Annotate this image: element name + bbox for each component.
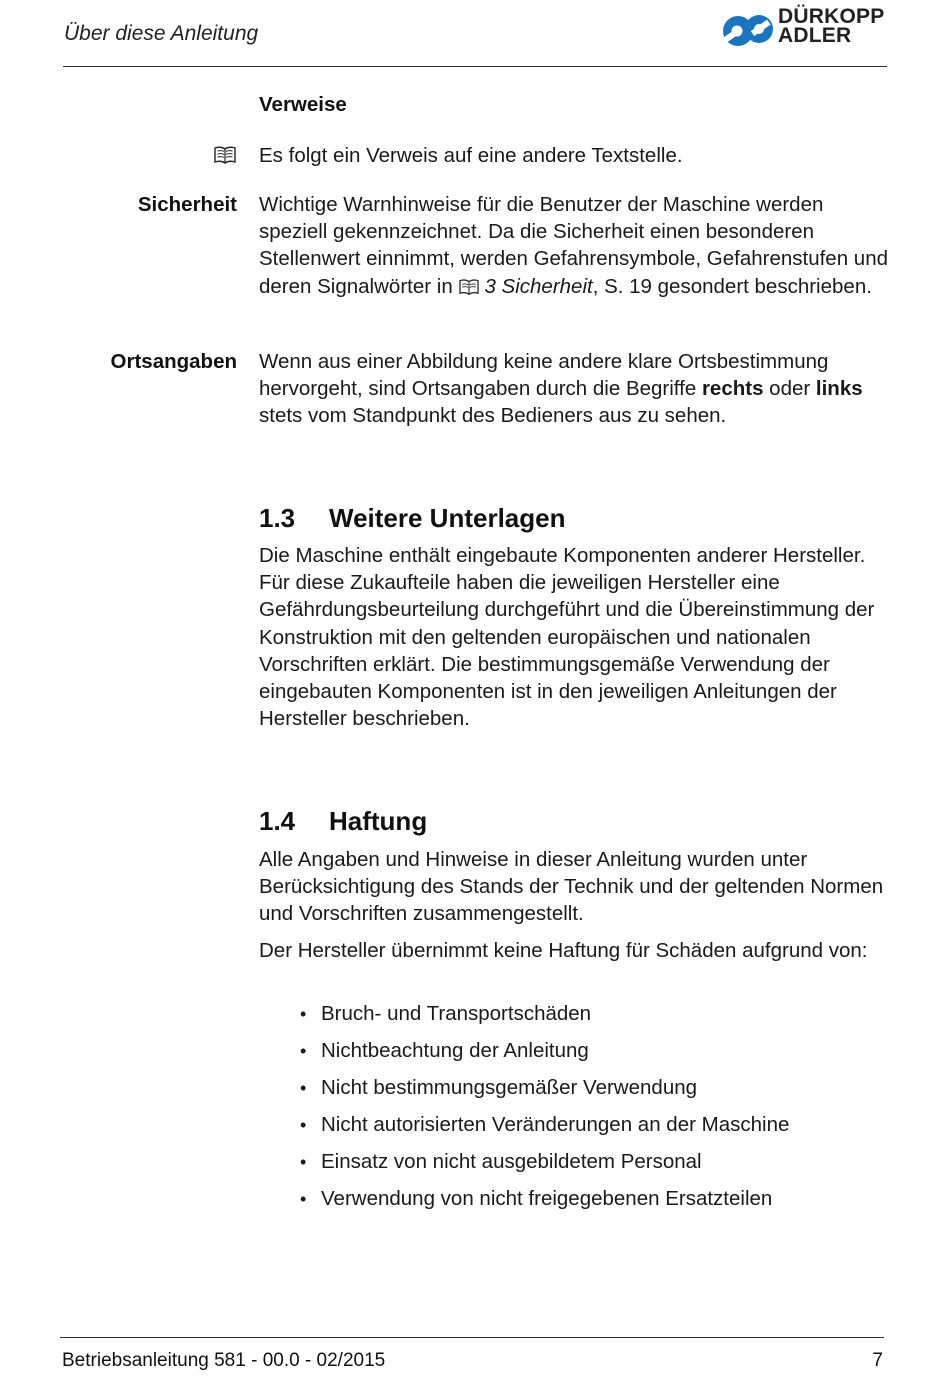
page-number: 7: [872, 1350, 883, 1371]
section-1-4-number: 1.4: [259, 806, 296, 836]
duerkopp-adler-logo: [722, 6, 892, 52]
footer-document-reference: Betriebsanleitung 581 - 00.0 - 02/2015: [62, 1350, 386, 1371]
logo-mark-icon: [722, 8, 774, 50]
logo-line-2: ADLER: [778, 24, 852, 47]
location-label: Ortsangaben: [110, 350, 237, 373]
book-icon: [458, 276, 480, 303]
list-item: • Nicht autorisierten Veränderungen an der Maschine: [300, 1111, 789, 1148]
book-icon: [213, 145, 237, 170]
safety-cross-reference-link[interactable]: 3 Sicherheit: [484, 274, 593, 298]
list-item: • Einsatz von nicht ausgebildetem Personal: [300, 1148, 789, 1185]
location-text-part2: stets vom Standpunkt des Bedieners aus zu sehen.: [259, 404, 727, 428]
references-heading: Verweise: [259, 93, 347, 116]
list-item: • Nichtbeachtung der Anleitung: [300, 1037, 789, 1074]
section-1-3-number: 1.3: [259, 503, 296, 533]
location-term-left: links: [815, 377, 863, 401]
section-1-4-title: Haftung: [329, 806, 428, 836]
references-text: Es folgt ein Verweis auf eine andere Textstelle.: [259, 144, 683, 167]
list-item: • Bruch- und Transportschäden: [300, 1000, 789, 1037]
list-item: • Nicht bestimmungsgemäßer Verwendung: [300, 1074, 789, 1111]
section-1-4-paragraph-2: Der Hersteller übernimmt keine Haftung für Schäden aufgrund von:: [259, 939, 868, 962]
section-1-3-text: Die Maschine enthält eingebaute Komponenten anderer Hersteller. Für diese Zukaufteile haben die jeweiligen Hersteller eine Gefährdungsbeurteilung durchgeführt und die Übereinstimmung der Konstruktion mit den geltenden europäischen und nationalen Vorschriften erklärt. Die bestimmungsgemäße Verwendung der eingebauten Komponenten ist in den jeweiligen Anleitungen der Hersteller beschrieben.: [259, 544, 875, 731]
location-text-part1: Wenn aus einer Abbildung keine andere klare Ortsbestimmung hervorgeht, sind Ortsangaben durch die Begriffe: [259, 350, 829, 401]
safety-text: [259, 191, 889, 303]
safety-label: Sicherheit: [137, 193, 237, 216]
footer-divider: [60, 1337, 884, 1338]
safety-text-part2: , S. 19 gesondert beschrieben.: [592, 274, 872, 298]
logo-line-1: DÜRKOPP: [778, 5, 885, 28]
section-1-4-paragraph-1: Alle Angaben und Hinweise in dieser Anleitung wurden unter Berücksichtigung des Stands der Technik und der geltenden Normen und Vorschriften zusammengestellt.: [259, 848, 884, 926]
location-text-connector: oder: [769, 377, 811, 401]
list-item: • Verwendung von nicht freigegebenen Ersatzteilen: [300, 1185, 789, 1222]
section-1-4-heading: [259, 806, 427, 837]
liability-exclusion-list: [300, 1000, 789, 1222]
page-header-title: Über diese Anleitung: [64, 22, 259, 45]
header-divider: [63, 66, 887, 67]
safety-text-part1: Wichtige Warnhinweise für die Benutzer der Maschine werden speziell gekennzeichnet. Da die Sicherheit einen besonderen Stellenwert einnimmt, werden Gefahrensymbole, Gefahrenstufen und deren Signalwörter in: [259, 193, 889, 298]
location-text: [259, 348, 889, 430]
section-1-3-title: Weitere Unterlagen: [329, 503, 566, 533]
logo-wordmark: [778, 7, 884, 45]
location-term-right: rechts: [701, 377, 764, 401]
section-1-3-heading: [259, 503, 565, 534]
